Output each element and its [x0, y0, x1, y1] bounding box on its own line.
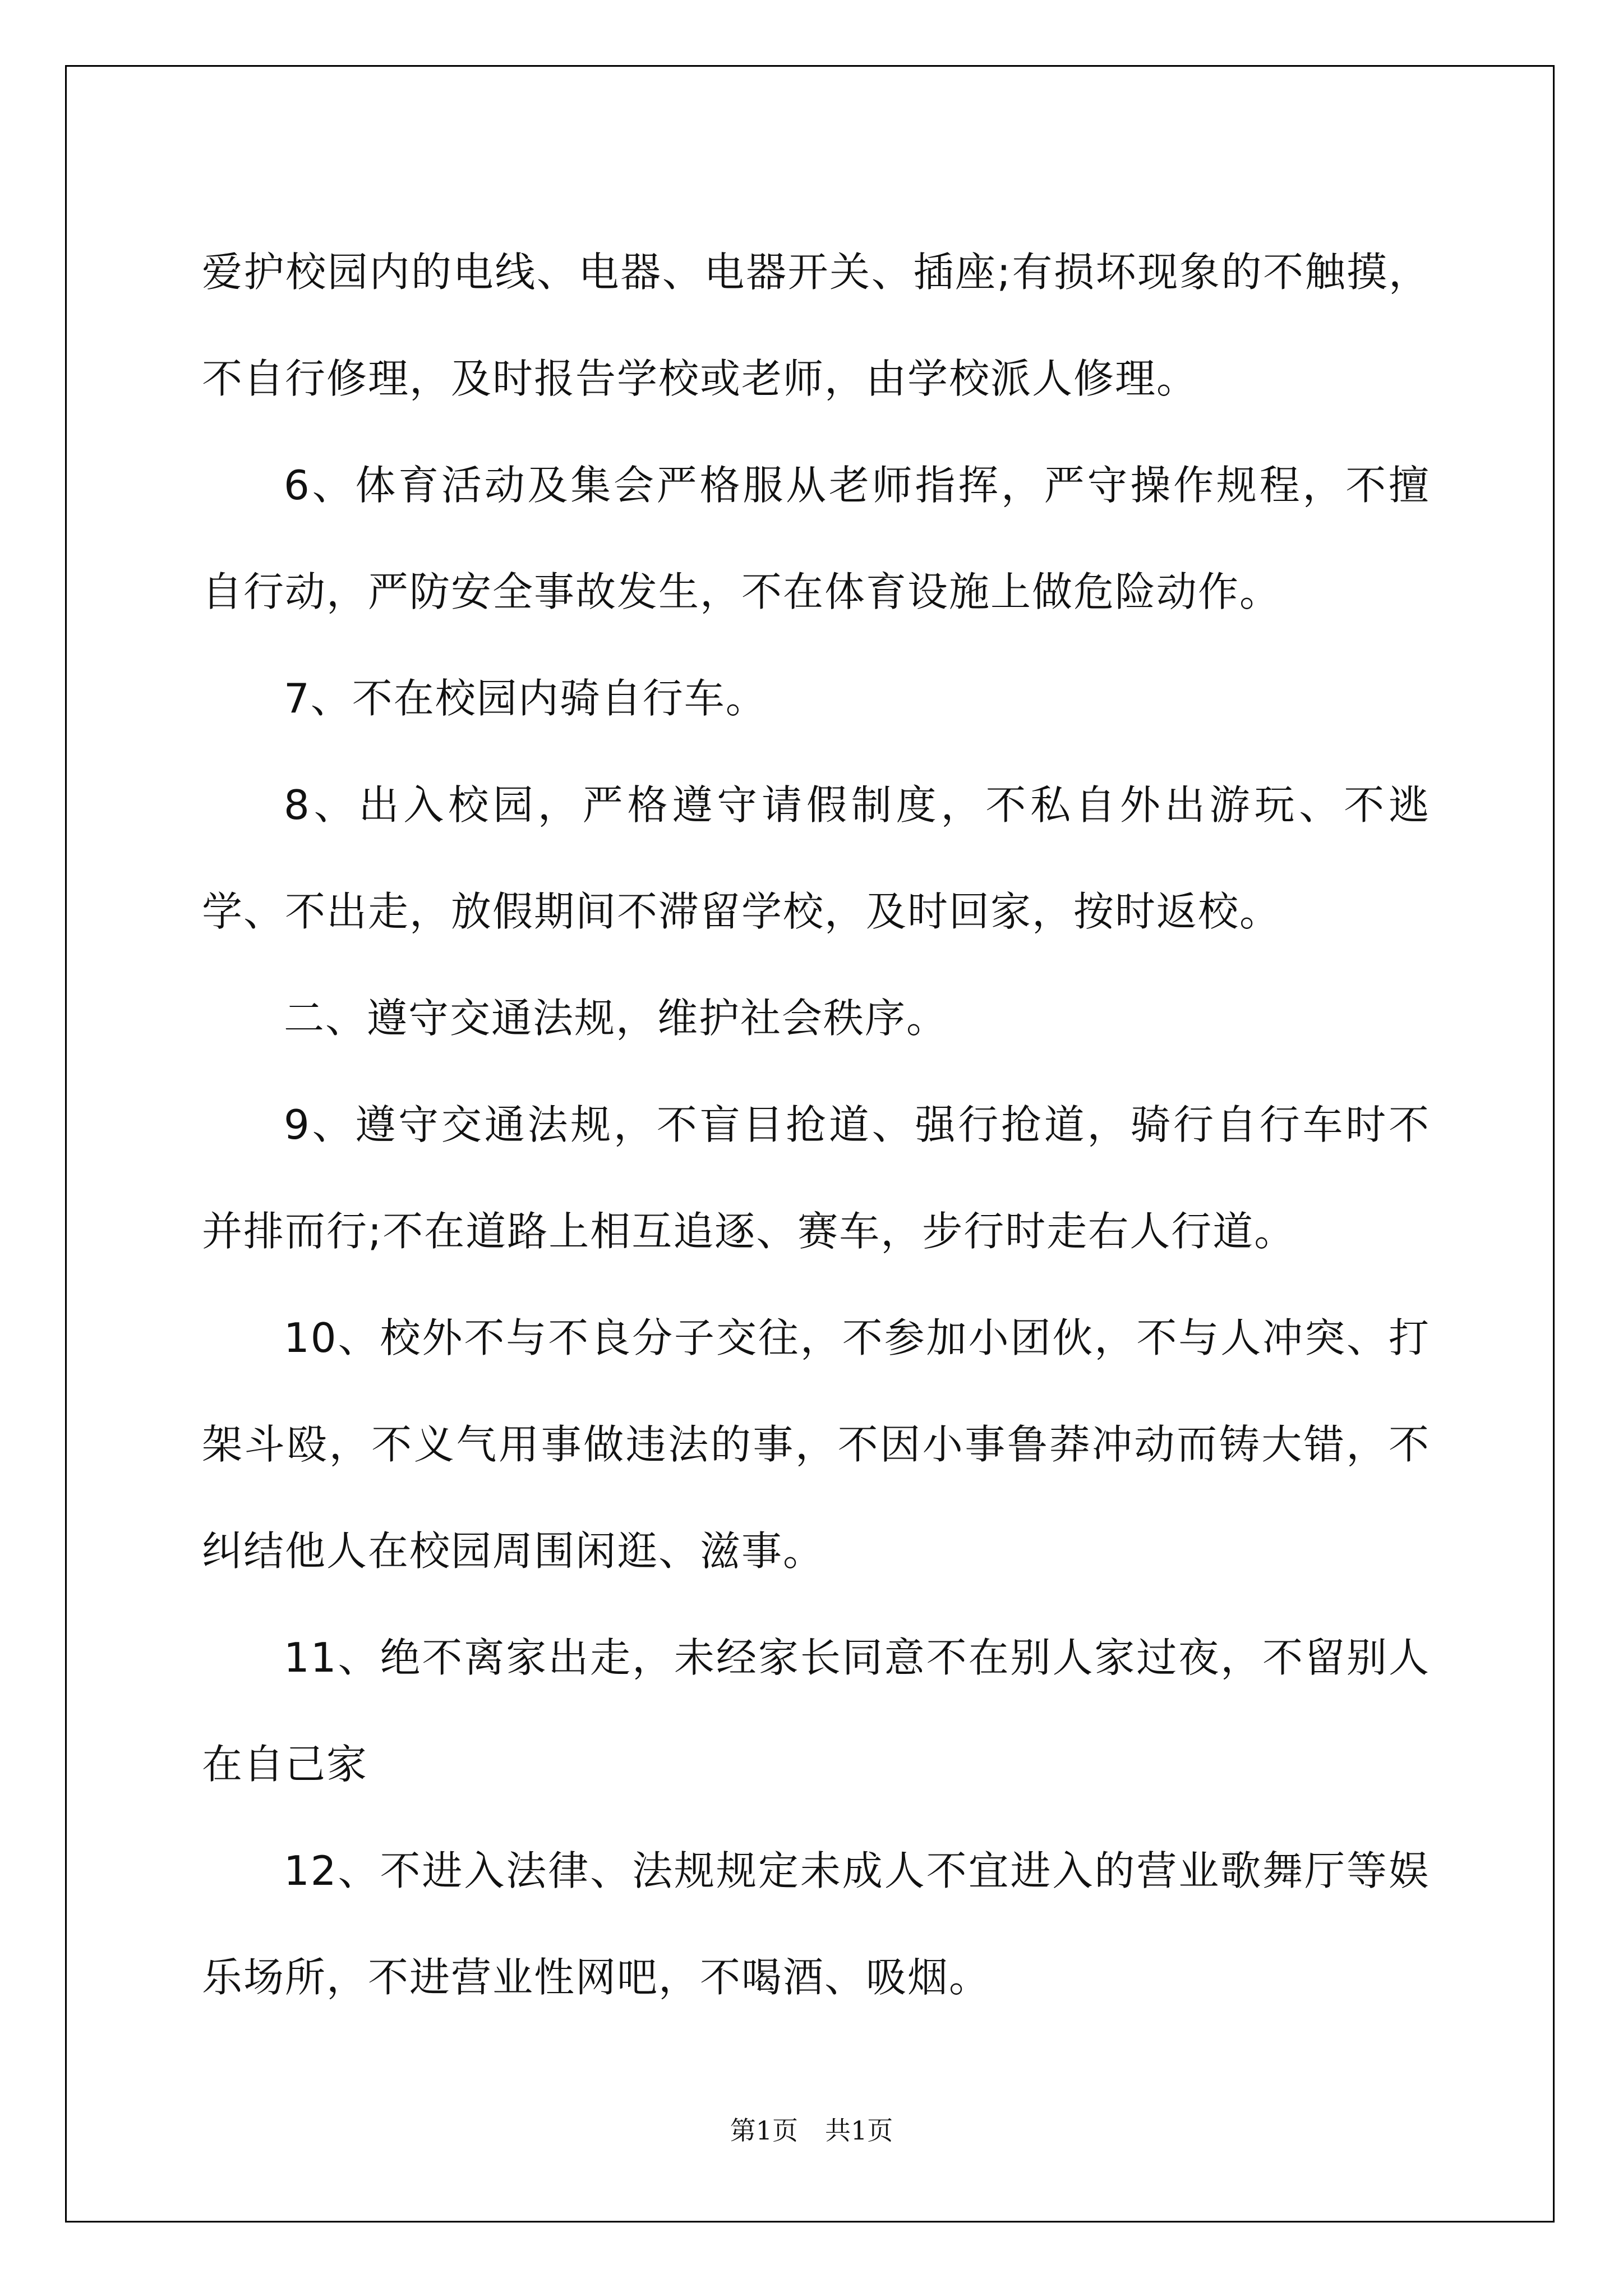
page-total: 共1页 — [825, 2115, 893, 2146]
paragraph-rule-10: 10、校外不与不良分子交往，不参加小团伙，不与人冲突、打架斗殴，不义气用事做违法的事，不因小事鲁莽冲动而铸大错，不纠结他人在校园周围闲逛、滋事。 — [202, 1314, 1430, 1575]
paragraph-rule-11: 11、绝不离家出走，未经家长同意不在别人家过夜，不留别人在自己家 — [202, 1634, 1430, 1788]
page-number: 第1页 — [730, 2115, 798, 2146]
paragraph-rule-12: 12、不进入法律、法规规定未成人不宜进入的营业歌舞厅等娱乐场所，不进营业性网吧，不喝酒、吸烟。 — [202, 1847, 1430, 2001]
paragraph-rule-7: 7、不在校园内骑自行车。 — [284, 675, 767, 722]
section-heading-2: 二、遵守交通法规，维护社会秩序。 — [284, 995, 948, 1042]
paragraph-rule-9: 9、遵守交通法规，不盲目抢道、强行抢道，骑行自行车时不并排而行;不在道路上相互追逐、赛车，步行时走右人行道。 — [202, 1101, 1430, 1255]
paragraph-rule-6: 6、体育活动及集会严格服从老师指挥，严守操作规程，不擅自行动，严防安全事故发生，不在体育设施上做危险动作。 — [202, 462, 1430, 615]
page-footer — [0, 2114, 1623, 2147]
paragraph-rule-8: 8、出入校园，严格遵守请假制度，不私自外出游玩、不逃学、不出走，放假期间不滞留学校，及时回家，按时返校。 — [202, 781, 1430, 935]
paragraph-1: 爱护校园内的电线、电器、电器开关、插座;有损坏现象的不触摸，不自行修理，及时报告学校或老师，由学校派人修理。 — [202, 249, 1430, 402]
document-body — [202, 219, 1430, 2031]
